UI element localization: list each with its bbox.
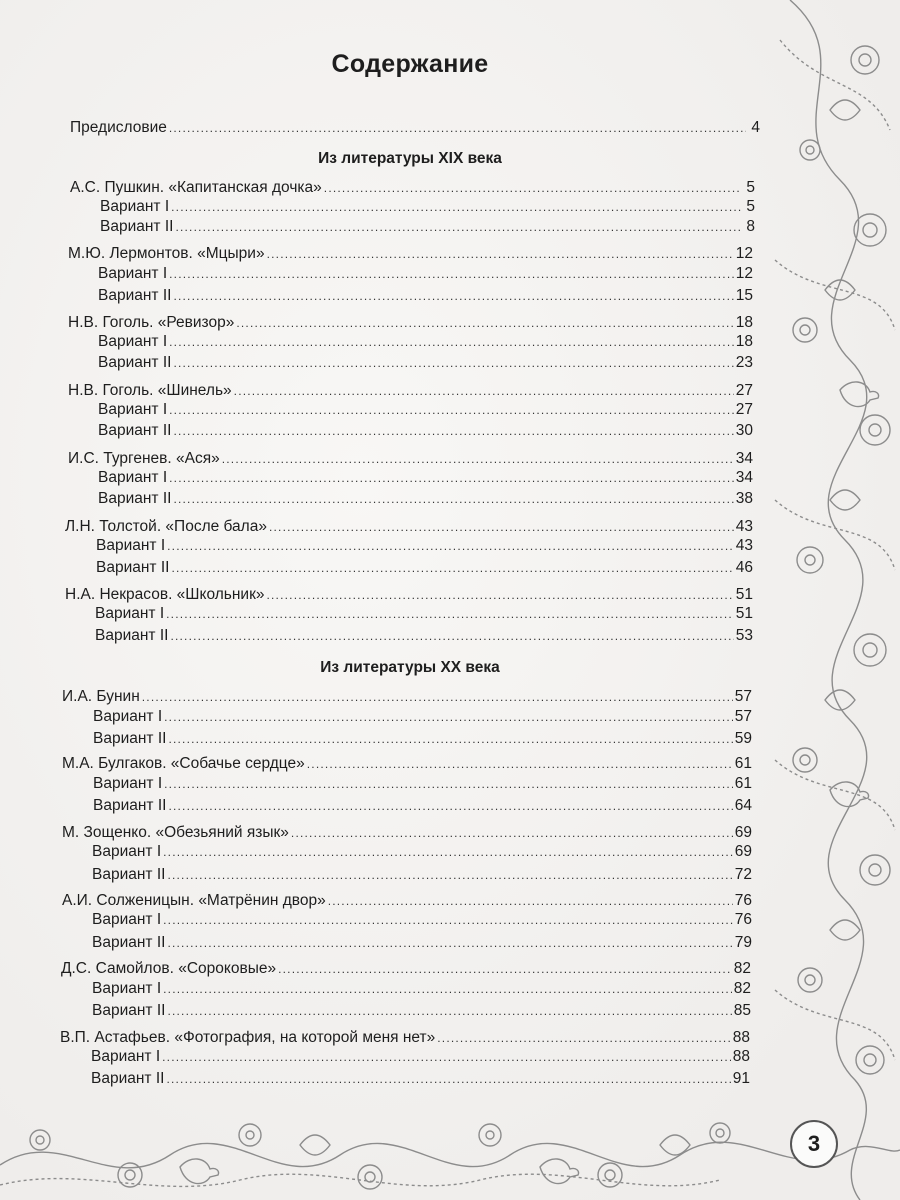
toc-entry-variant[interactable] [95, 605, 753, 623]
dot-leader [169, 471, 734, 485]
toc-entry-page: 51 [735, 586, 753, 603]
toc-entry-page: 12 [735, 265, 753, 282]
toc-entry-page: 46 [735, 559, 753, 576]
toc-entry-work[interactable] [62, 755, 752, 773]
dot-leader [173, 424, 733, 438]
dot-leader [162, 1050, 731, 1064]
dot-leader [173, 492, 733, 506]
dot-leader [171, 200, 741, 214]
dot-leader [164, 710, 733, 724]
toc-entry-page: 57 [734, 708, 752, 725]
toc-entry-page: 61 [734, 755, 752, 772]
toc-entry-page: 88 [732, 1048, 750, 1065]
section-heading-xix: Из литературы XIX века [318, 150, 502, 167]
toc-entry-variant[interactable] [91, 1070, 750, 1088]
toc-entry-variant[interactable] [93, 730, 752, 748]
toc-entry-variant[interactable] [93, 775, 752, 793]
toc-entry-label: Вариант II [98, 490, 172, 507]
toc-entry-label: Вариант I [93, 775, 163, 792]
dot-leader [169, 267, 734, 281]
toc-entry-label: М. Зощенко. «Обезьяний язык» [62, 824, 289, 841]
toc-entry-label: Предисловие [70, 119, 167, 136]
toc-entry-label: Вариант II [93, 797, 167, 814]
toc-entry-variant[interactable] [92, 911, 752, 929]
dot-leader [163, 982, 732, 996]
dot-leader [166, 607, 734, 621]
toc-entry-label: Н.А. Некрасов. «Школьник» [65, 586, 265, 603]
toc-entry-label: М.А. Булгаков. «Собачье сердце» [62, 755, 305, 772]
dot-leader [169, 403, 734, 417]
dot-leader [234, 384, 734, 398]
toc-entry-work[interactable] [65, 518, 753, 536]
toc-entry-variant[interactable] [93, 708, 752, 726]
toc-entry-work[interactable] [65, 586, 753, 604]
toc-entry-label: Вариант I [93, 708, 163, 725]
toc-entry-label: Вариант II [91, 1070, 165, 1087]
toc-entry-page: 43 [735, 518, 753, 535]
dot-leader [167, 1004, 731, 1018]
toc-entry-variant[interactable] [98, 287, 753, 305]
toc-entry-page: 27 [735, 401, 753, 418]
toc-entry-variant[interactable] [92, 1002, 751, 1020]
toc-entry-page: 79 [734, 934, 752, 951]
toc-entry-page: 38 [735, 490, 753, 507]
dot-leader [142, 690, 733, 704]
toc-entry-label: Вариант I [98, 401, 168, 418]
toc-entry-label: Вариант I [98, 333, 168, 350]
toc-entry-variant[interactable] [92, 866, 752, 884]
dot-leader [437, 1031, 730, 1045]
toc-entry-label: Вариант II [92, 866, 166, 883]
dot-leader [169, 335, 734, 349]
toc-entry-preface[interactable] [70, 119, 760, 137]
dot-leader [167, 539, 734, 553]
toc-entry-variant[interactable] [98, 422, 753, 440]
toc-entry-page: 27 [735, 382, 753, 399]
toc-entry-variant[interactable] [95, 627, 753, 645]
toc-entry-work[interactable] [68, 245, 753, 263]
dot-leader [324, 181, 741, 195]
toc-entry-label: Л.Н. Толстой. «После бала» [65, 518, 267, 535]
section-heading-xx: Из литературы XX века [320, 659, 500, 676]
toc-entry-label: Вариант I [92, 843, 162, 860]
dot-leader [173, 289, 733, 303]
toc-entry-label: Вариант I [98, 469, 168, 486]
toc-entry-label: А.И. Солженицын. «Матрёнин двор» [62, 892, 326, 909]
toc-entry-variant[interactable] [92, 843, 752, 861]
toc-entry-label: Вариант I [91, 1048, 161, 1065]
toc-entry-label: Вариант II [96, 559, 170, 576]
dot-leader [328, 894, 733, 908]
toc-entry-page: 53 [735, 627, 753, 644]
page-number: 3 [807, 1131, 821, 1156]
dot-leader [278, 962, 732, 976]
toc-entry-page: 30 [735, 422, 753, 439]
toc-entry-variant[interactable] [98, 490, 753, 508]
toc-entry-page: 61 [734, 775, 752, 792]
toc-entry-work[interactable] [62, 824, 752, 842]
dot-leader [291, 826, 733, 840]
toc-entry-label: Вариант II [95, 627, 169, 644]
dot-leader [164, 777, 733, 791]
toc-entry-page: 43 [735, 537, 753, 554]
dot-leader [307, 757, 733, 771]
toc-entry-label: Вариант I [95, 605, 165, 622]
toc-entry-page: 59 [734, 730, 752, 747]
toc-entry-label: Н.В. Гоголь. «Шинель» [68, 382, 232, 399]
floral-border-bottom [0, 1105, 900, 1200]
toc-entry-label: Вариант II [92, 934, 166, 951]
dot-leader [171, 561, 733, 575]
toc-entry-label: В.П. Астафьев. «Фотография, на которой меня нет» [60, 1029, 436, 1046]
toc-entry-label: Вариант II [98, 354, 172, 371]
toc-entry-variant[interactable] [100, 198, 755, 216]
toc-entry-variant[interactable] [98, 469, 753, 487]
toc-entry-variant[interactable] [98, 401, 753, 419]
dot-leader [163, 845, 733, 859]
toc-entry-label: Вариант I [98, 265, 168, 282]
dot-leader [236, 316, 733, 330]
floral-border-right [770, 0, 900, 1200]
dot-leader [163, 913, 733, 927]
toc-entry-variant[interactable] [98, 333, 753, 351]
toc-entry-label: М.Ю. Лермонтов. «Мцыри» [68, 245, 265, 262]
toc-entry-page: 82 [733, 960, 751, 977]
toc-entry-page: 51 [735, 605, 753, 622]
toc-entry-page: 18 [735, 333, 753, 350]
toc-entry-label: Вариант I [96, 537, 166, 554]
page-title: Содержание [331, 50, 489, 78]
dot-leader [269, 520, 734, 534]
toc-entry-page: 8 [746, 218, 755, 235]
toc-entry-label: Вариант I [92, 980, 162, 997]
toc-entry-variant[interactable] [96, 559, 753, 577]
toc-entry-work[interactable] [61, 960, 751, 978]
toc-entry-variant[interactable] [93, 797, 752, 815]
toc-entry-variant[interactable] [98, 265, 753, 283]
toc-entry-work[interactable] [70, 179, 755, 197]
dot-leader [266, 588, 733, 602]
toc-entry-work[interactable] [68, 314, 753, 332]
toc-entry-page: 82 [733, 980, 751, 997]
dot-leader [173, 356, 733, 370]
toc-entry-variant[interactable] [92, 980, 751, 998]
toc-entry-label: Вариант II [100, 218, 174, 235]
toc-entry-page: 34 [735, 450, 753, 467]
dot-leader [267, 247, 734, 261]
toc-entry-label: И.С. Тургенев. «Ася» [68, 450, 220, 467]
toc-entry-page: 4 [751, 119, 760, 136]
toc-entry-label: Вариант II [98, 422, 172, 439]
toc-entry-label: Вариант I [100, 198, 170, 215]
toc-entry-page: 57 [734, 688, 752, 705]
dot-leader [167, 936, 732, 950]
toc-entry-label: Вариант II [98, 287, 172, 304]
dot-leader [175, 220, 741, 234]
toc-entry-variant[interactable] [91, 1048, 750, 1066]
toc-entry-page: 85 [733, 1002, 751, 1019]
dot-leader [167, 868, 732, 882]
dot-leader [168, 799, 732, 813]
toc-entry-variant[interactable] [100, 218, 755, 236]
toc-entry-label: И.А. Бунин [62, 688, 140, 705]
toc-entry-label: Вариант I [92, 911, 162, 928]
toc-entry-page: 72 [734, 866, 752, 883]
toc-entry-page: 76 [734, 892, 752, 909]
toc-entry-page: 69 [734, 824, 752, 841]
toc-entry-label: Вариант II [93, 730, 167, 747]
toc-entry-page: 64 [734, 797, 752, 814]
toc-entry-page: 91 [732, 1070, 750, 1087]
dot-leader [170, 629, 733, 643]
toc-entry-page: 76 [734, 911, 752, 928]
toc-entry-page: 12 [735, 245, 753, 262]
toc-entry-variant[interactable] [92, 934, 752, 952]
toc-entry-label: А.С. Пушкин. «Капитанская дочка» [70, 179, 322, 196]
toc-entry-variant[interactable] [98, 354, 753, 372]
toc-entry-label: Вариант II [92, 1002, 166, 1019]
toc-entry-work[interactable] [62, 892, 752, 910]
toc-entry-page: 5 [746, 179, 755, 196]
toc-entry-work[interactable] [60, 1029, 750, 1047]
toc-entry-work[interactable] [68, 450, 753, 468]
dot-leader [168, 732, 732, 746]
toc-entry-page: 23 [735, 354, 753, 371]
dot-leader [222, 452, 734, 466]
toc-entry-work[interactable] [62, 688, 752, 706]
toc-entry-page: 88 [732, 1029, 750, 1046]
toc-entry-page: 69 [734, 843, 752, 860]
toc-entry-label: Н.В. Гоголь. «Ревизор» [68, 314, 235, 331]
toc-entry-page: 5 [746, 198, 755, 215]
toc-entry-page: 15 [735, 287, 753, 304]
dot-leader [166, 1072, 730, 1086]
toc-entry-label: Д.С. Самойлов. «Сороковые» [61, 960, 277, 977]
page-number-badge [790, 1120, 838, 1168]
toc-entry-work[interactable] [68, 382, 753, 400]
dot-leader [169, 121, 746, 135]
toc-entry-page: 18 [735, 314, 753, 331]
toc-entry-variant[interactable] [96, 537, 753, 555]
toc-entry-page: 34 [735, 469, 753, 486]
